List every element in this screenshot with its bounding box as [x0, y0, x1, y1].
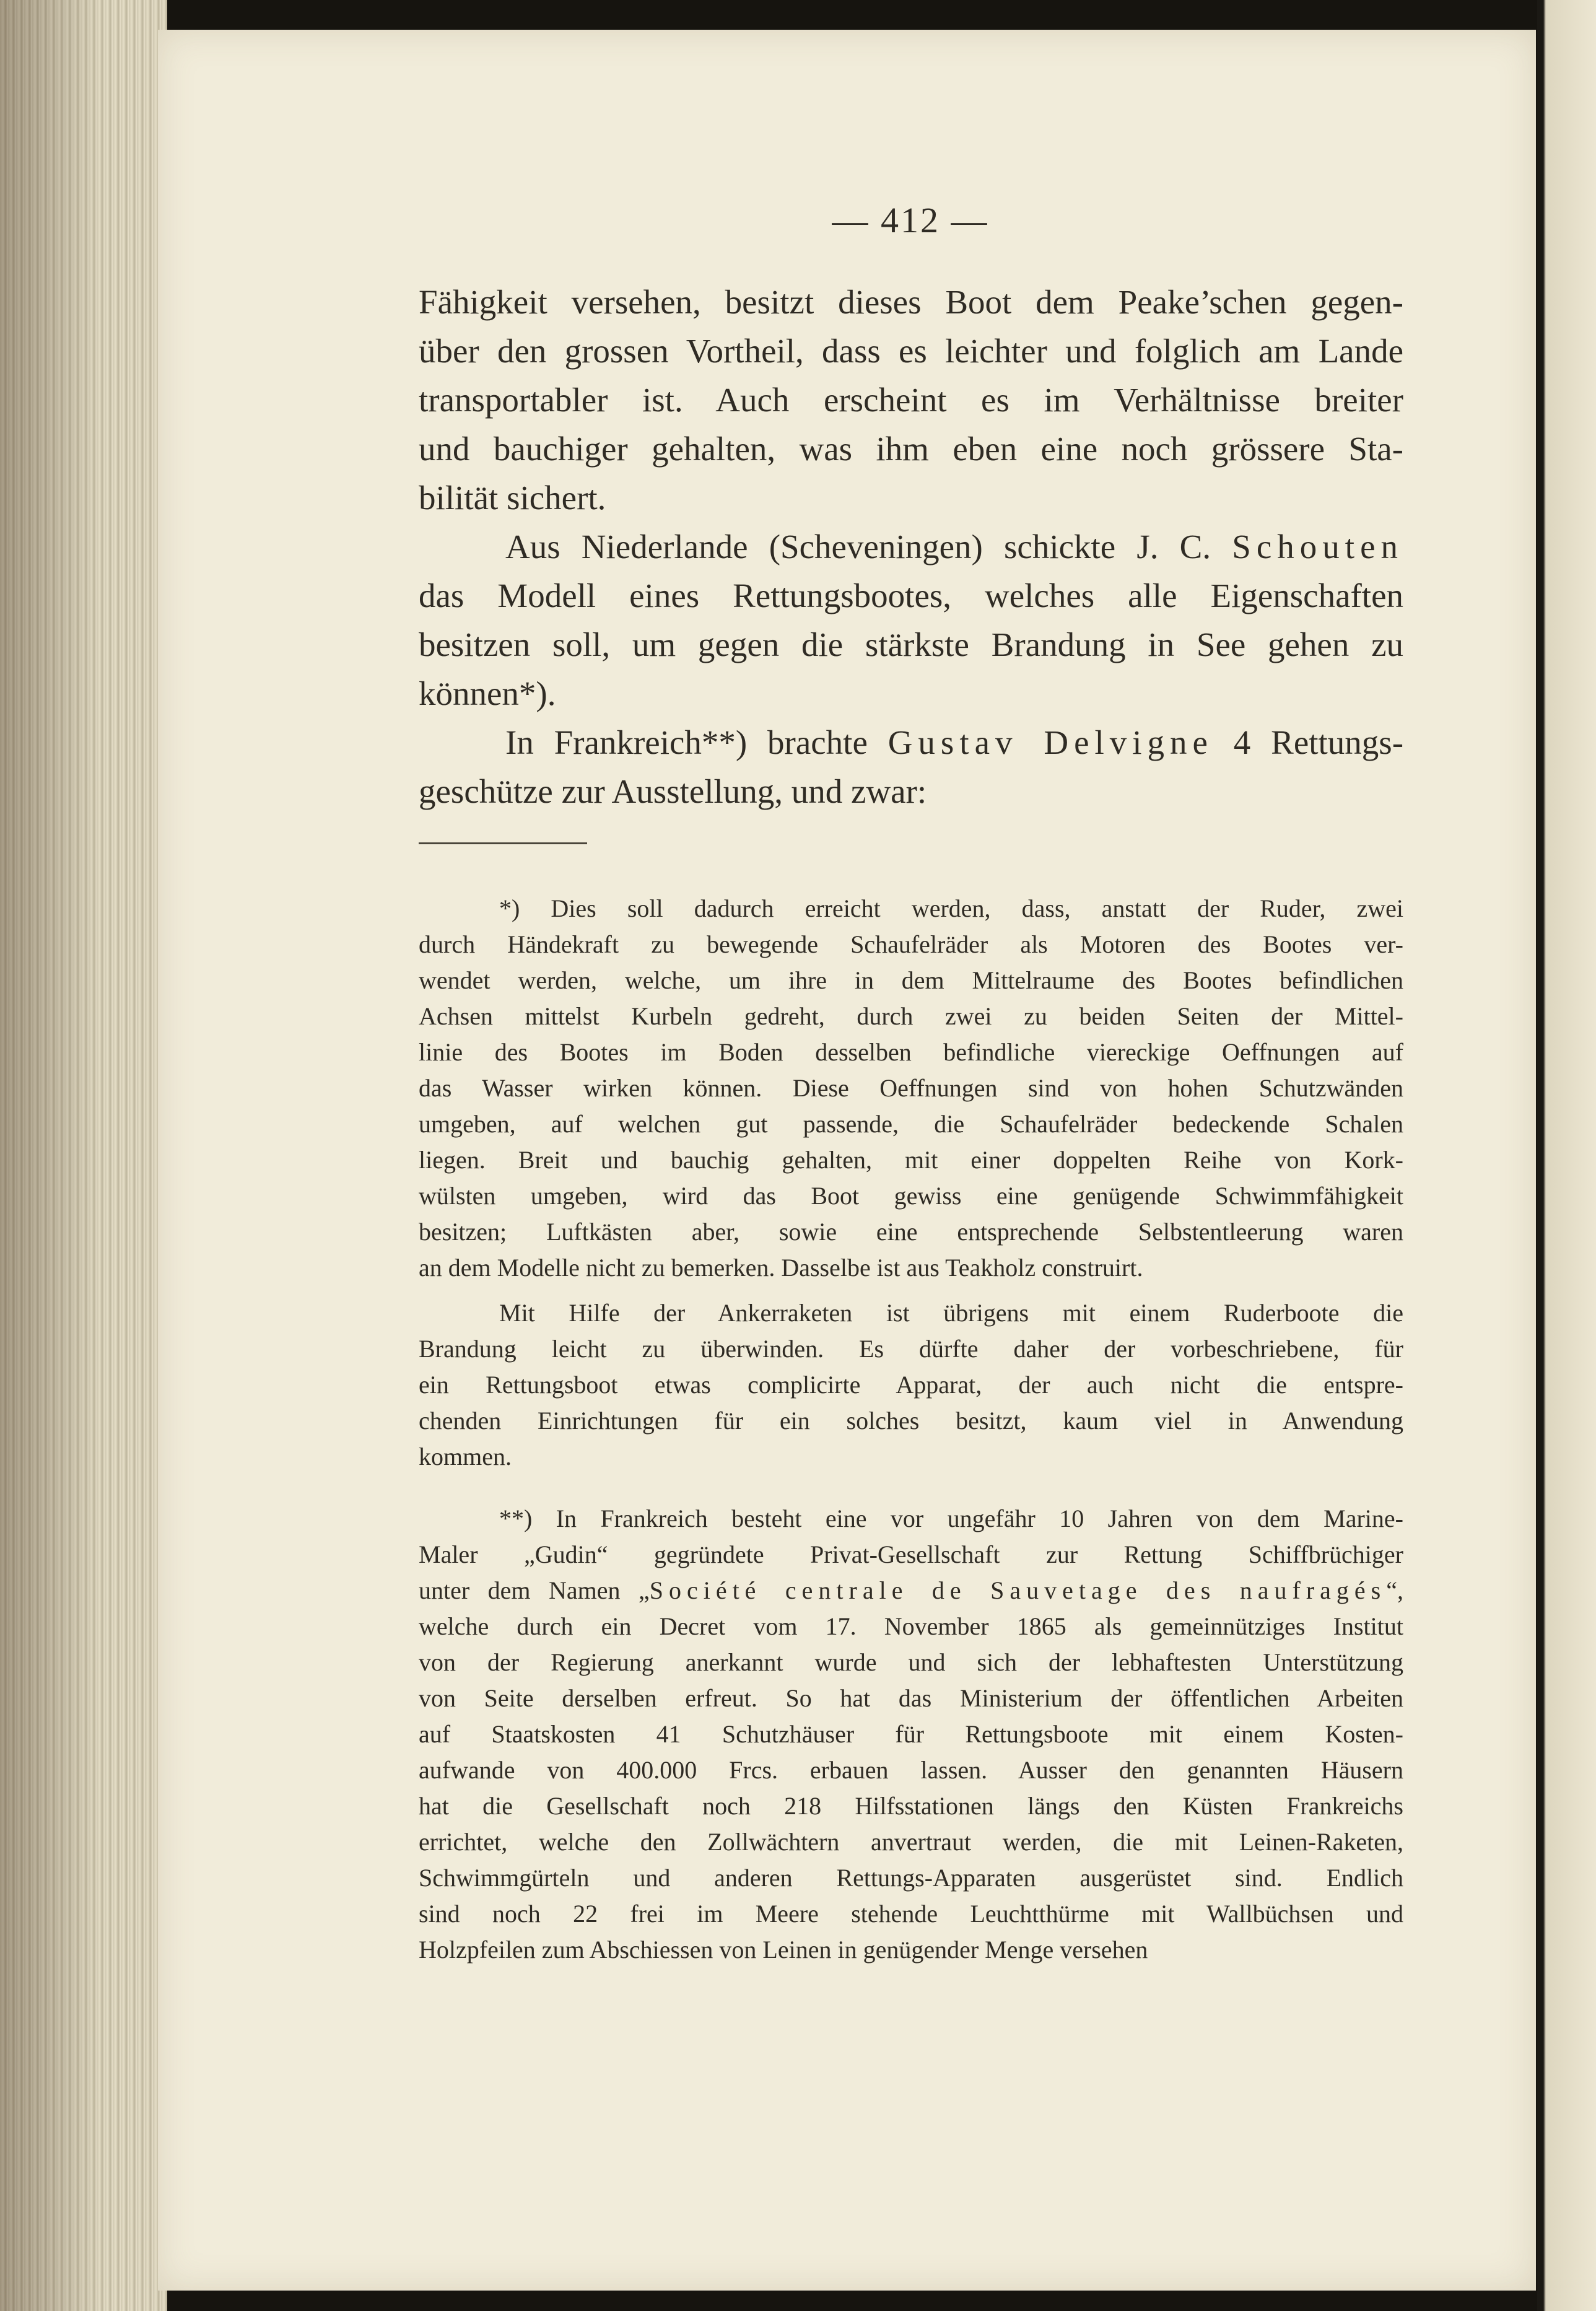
footnote-line: von Seite derselben erfreut. So hat das Ministerium der öffentlichen Arbeiten: [419, 1684, 1403, 1712]
footnote-line: das Wasser wirken können. Diese Oeffnungen sind von hohen Schutzwänden: [419, 1074, 1403, 1102]
main-line: Fähigkeit versehen, besitzt dieses Boot dem Peake’schen gegen-: [419, 283, 1403, 321]
footnote-line: [419, 1573, 1403, 1609]
footnote-1: [419, 891, 1403, 1286]
footnote-line: auf Staatskosten 41 Schutzhäuser für Rettungsboote mit einem Kosten-: [419, 1720, 1403, 1748]
footnote-line: durch Händekraft zu bewegende Schaufelräder als Motoren des Bootes ver-: [419, 930, 1403, 958]
main-line: das Modell eines Rettungsbootes, welches alle Eigenschaften: [419, 577, 1403, 614]
footnote-line: sind noch 22 frei im Meere stehende Leuchtthürme mit Wallbüchsen und: [419, 1900, 1403, 1928]
main-text: [419, 277, 1403, 816]
book-page-edges: [0, 0, 167, 2311]
footnote-line: aufwande von 400.000 Frcs. erbauen lassen. Ausser den genannten Häusern: [419, 1756, 1403, 1784]
main-line: besitzen soll, um gegen die stärkste Brandung in See gehen zu: [419, 626, 1403, 663]
footnote-line: von der Regierung anerkannt wurde und sich der lebhaftesten Unterstützung: [419, 1648, 1403, 1676]
footnote-1-continuation: [419, 1295, 1403, 1475]
edge-shadow: [0, 0, 167, 2311]
footnote-line: umgeben, auf welchen gut passende, die Schaufelräder bedeckende Schalen: [419, 1110, 1403, 1138]
footnote-line: hat die Gesellschaft noch 218 Hilfsstationen längs den Küsten Frankreichs: [419, 1792, 1403, 1820]
main-line: können*).: [419, 675, 556, 712]
footnote-line: Brandung leicht zu überwinden. Es dürfte daher der vorbeschriebene, für: [419, 1335, 1403, 1363]
main-line-text: In Frankreich**) brachte: [505, 723, 888, 761]
footnote-line: wülsten umgeben, wird das Boot gewiss eine genügende Schwimmfähigkeit: [419, 1182, 1403, 1210]
footnote-line: linie des Bootes im Boden desselben befindliche viereckige Oeffnungen auf: [419, 1038, 1403, 1066]
main-line: bilität sichert.: [419, 479, 606, 517]
footnote-line: Achsen mittelst Kurbeln gedreht, durch zwei zu beiden Seiten der Mittel-: [419, 1002, 1403, 1030]
main-line: und bauchiger gehalten, was ihm eben eine noch grössere Sta-: [419, 430, 1403, 468]
footnote-line: ein Rettungsboot etwas complicirte Apparat, der auch nicht die entspre-: [419, 1371, 1403, 1399]
footnote-line: besitzen; Luftkästen aber, sowie eine entsprechende Selbstentleerung waren: [419, 1218, 1403, 1246]
footnote-line: **) In Frankreich besteht eine vor ungefähr 10 Jahren von dem Marine-: [499, 1505, 1403, 1532]
main-line-text: Aus Niederlande (Scheveningen) schickte J. C.: [505, 528, 1232, 566]
footnote-line: chenden Einrichtungen für ein solches besitzt, kaum viel in Anwendung: [419, 1407, 1403, 1435]
facing-page-edge: [1537, 0, 1596, 2311]
footnote-line: errichtet, welche den Zollwächtern anvertraut werden, die mit Leinen-Raketen,: [419, 1828, 1403, 1856]
main-line: über den grossen Vortheil, dass es leichter und folglich am Lande: [419, 332, 1403, 370]
main-line-text: 4 Rettungs-: [1213, 723, 1404, 761]
footnote-line: kommen.: [419, 1443, 512, 1470]
footnote-line-text: unter dem Namen „: [419, 1576, 650, 1604]
footnote-line: Maler „Gudin“ gegründete Privat-Gesellschaft zur Rettung Schiffbrüchiger: [419, 1540, 1403, 1568]
footnote-line: Holzpfeilen zum Abschiessen von Leinen in genügender Menge versehen: [419, 1936, 1148, 1964]
footnote-line: wendet werden, welche, um ihre in dem Mittelraume des Bootes befindlichen: [419, 966, 1403, 994]
main-line: geschütze zur Ausstellung, und zwar:: [419, 772, 927, 810]
footnote-2: [419, 1501, 1403, 1968]
footnote-line: Mit Hilfe der Ankerraketen ist übrigens mit einem Ruderboote die: [499, 1299, 1403, 1327]
footnote-line-text: “,: [1386, 1576, 1403, 1604]
footnote-line: *) Dies soll dadurch erreicht werden, dass, anstatt der Ruder, zwei: [499, 894, 1403, 922]
footnote-rule: [419, 842, 587, 844]
footnote-line: an dem Modelle nicht zu bemerken. Dasselbe ist aus Teakholz construirt.: [419, 1254, 1143, 1282]
spaced-name: Gustav Delvigne: [887, 723, 1213, 761]
main-line: [419, 522, 1403, 571]
spaced-name: Société centrale de Sauvetage des naufragés: [649, 1576, 1387, 1604]
footnote-line: Schwimmgürteln und anderen Rettungs-Apparaten ausgerüstet sind. Endlich: [419, 1864, 1403, 1892]
main-line: [419, 718, 1403, 767]
spaced-name: Schouten: [1232, 528, 1403, 566]
page-number: — 412 —: [832, 200, 989, 240]
footnote-line: welche durch ein Decret vom 17. November 1865 als gemeinnütziges Institut: [419, 1612, 1403, 1640]
footnote-line: liegen. Breit und bauchig gehalten, mit einer doppelten Reihe von Kork-: [419, 1146, 1403, 1174]
main-line: transportabler ist. Auch erscheint es im Verhältnisse breiter: [419, 381, 1403, 419]
